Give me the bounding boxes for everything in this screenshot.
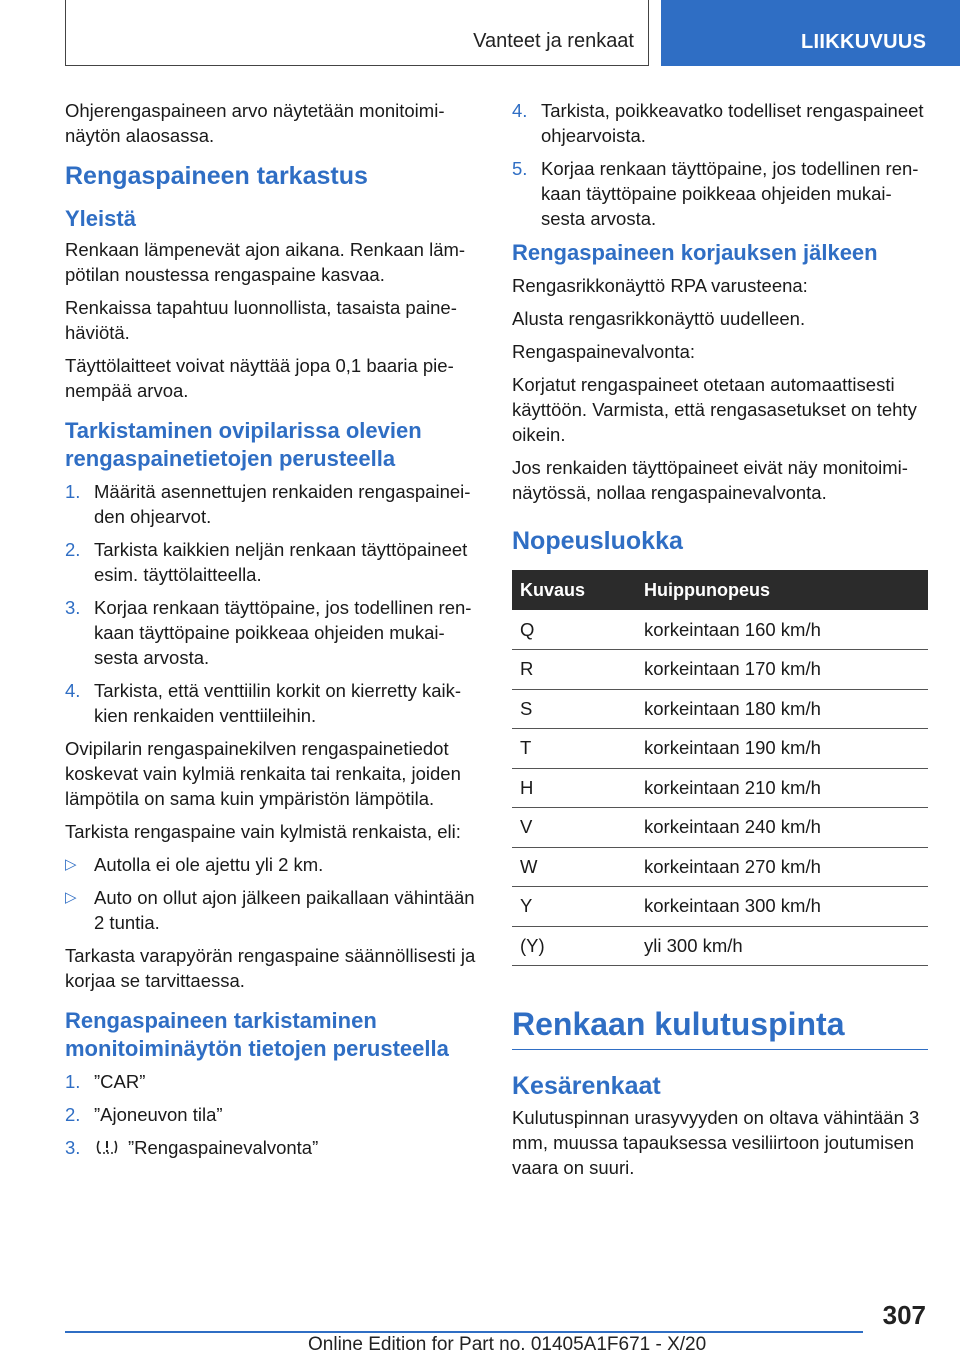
table-cell: korkeintaan 240 km/h	[636, 808, 928, 848]
page-header	[0, 0, 960, 66]
table-cell: korkeintaan 190 km/h	[636, 729, 928, 769]
step-number: 4.	[512, 100, 528, 121]
table-cell: Y	[512, 887, 636, 927]
table-row	[512, 808, 928, 848]
step-number: 3.	[65, 597, 81, 618]
column-header: Huippunopeus	[636, 570, 928, 610]
table-row	[512, 729, 928, 769]
table-cell: korkeintaan 180 km/h	[636, 689, 928, 729]
step-text: Tarkista, poikkeavatko todelliset rengaspaineet ohjearvoista.	[541, 100, 924, 146]
summer-tire-paragraph: Kulutuspinnan urasyvyyden on oltava vähintään 3 mm, muussa tapauksessa vesiliirtoon joutumisen vaara on suuri.	[512, 1107, 920, 1178]
pillar-paragraph: Tarkista rengaspaine vain kylmistä renkaista, eli:	[65, 821, 461, 842]
step-item	[65, 1069, 480, 1094]
step-text: Tarkista kaikkien neljän renkaan täyttöpaineet esim. täyttölaitteella.	[94, 539, 468, 585]
tire-pressure-warning-icon	[94, 1137, 120, 1157]
section-tab[interactable]	[65, 0, 649, 66]
step-number: 4.	[65, 680, 81, 701]
step-number: 1.	[65, 481, 81, 502]
heading-after-correction: Rengaspaineen korjauksen jälkeen	[512, 240, 878, 265]
step-text: Tarkista, että venttiilin korkit on kierretty kaikkien renkaiden venttiileihin.	[94, 680, 462, 726]
step-item	[65, 1102, 480, 1127]
heading-tire-pressure-check: Rengaspaineen tarkastus	[65, 162, 368, 190]
page-number: 307	[882, 1300, 926, 1330]
step-text: Määritä asennettujen renkaiden rengaspaineiden ohjearvot.	[94, 481, 471, 527]
step-number: 1.	[65, 1071, 81, 1092]
chapter-tab[interactable]	[661, 0, 960, 66]
heading-display-check: Rengaspaineen tarkistaminen monitoiminäytön tietojen perusteella	[65, 1008, 449, 1061]
table-cell: korkeintaan 160 km/h	[636, 610, 928, 650]
speed-rating-table	[512, 570, 928, 966]
spare-wheel-paragraph: Tarkasta varapyörän rengaspaine säännöllisesti ja korjaa se tarvittaessa.	[65, 945, 476, 991]
step-item	[65, 537, 480, 587]
table-header-row	[512, 570, 928, 610]
table-cell: Q	[512, 610, 636, 650]
table-row	[512, 689, 928, 729]
pillar-paragraph: Ovipilarin rengaspainekilven rengaspainetiedot koskevat vain kylmiä renkaita tai renkaita, joiden lämpötila on sama kuin ympäristön lämpötila.	[65, 738, 461, 809]
heading-tire-tread: Renkaan kulutuspinta	[512, 1006, 928, 1050]
triangle-bullet-icon: ▷	[65, 889, 77, 906]
after-paragraph: Rengasrikkonäyttö RPA varusteena:	[512, 275, 808, 296]
step-number: 5.	[512, 158, 528, 179]
after-paragraph: Alusta rengasrikkonäyttö uudelleen.	[512, 308, 806, 329]
table-cell: (Y)	[512, 926, 636, 966]
table-cell: S	[512, 689, 636, 729]
table-cell: H	[512, 768, 636, 808]
after-paragraph: Jos renkaiden täyttöpaineet eivät näy monitoiminäytössä, nollaa rengaspainevalvonta.	[512, 457, 908, 503]
cold-tire-list	[65, 852, 480, 935]
intro-paragraph: Ohjerengaspaineen arvo näytetään monitoiminäytön alaosassa.	[65, 100, 445, 146]
step-number: 2.	[65, 1104, 81, 1125]
step-item	[65, 678, 480, 728]
table-cell: korkeintaan 210 km/h	[636, 768, 928, 808]
table-row	[512, 650, 928, 690]
door-pillar-steps	[65, 479, 480, 728]
display-steps-continued	[512, 98, 928, 231]
table-cell: korkeintaan 170 km/h	[636, 650, 928, 690]
table-cell: yli 300 km/h	[636, 926, 928, 966]
table-cell: korkeintaan 300 km/h	[636, 887, 928, 927]
step-item	[65, 595, 480, 670]
general-paragraph: Renkaan lämpenevät ajon aikana. Renkaan lämpötilan noustessa rengaspaine kasvaa.	[65, 239, 466, 285]
general-paragraph: Täyttölaitteet voivat näyttää jopa 0,1 baaria pienempää arvoa.	[65, 355, 454, 401]
step-text: ”Ajoneuvon tila”	[94, 1104, 223, 1125]
step-text: Korjaa renkaan täyttöpaine, jos todellinen renkaan täyttöpaine poikkeaa ohjeiden mukaisesta arvosta.	[541, 158, 919, 229]
heading-general: Yleistä	[65, 206, 136, 231]
step-item	[65, 479, 480, 529]
step-item	[512, 98, 928, 148]
triangle-bullet-icon: ▷	[65, 856, 77, 873]
heading-door-pillar-check: Tarkistaminen ovipilarissa olevien rengaspainetietojen perusteella	[65, 418, 422, 471]
after-paragraph: Korjatut rengaspaineet otetaan automaattisesti käyttöön. Varmista, että rengasasetukset on tehty oikein.	[512, 374, 917, 445]
table-cell: V	[512, 808, 636, 848]
after-paragraph: Rengaspainevalvonta:	[512, 341, 696, 362]
table-row	[512, 768, 928, 808]
edition-footer: Online Edition for Part no. 01405A1F671 - X/20	[308, 1334, 707, 1355]
right-column	[512, 98, 928, 1188]
table-row	[512, 610, 928, 650]
general-paragraph: Renkaissa tapahtuu luonnollista, tasaista painehäviötä.	[65, 297, 457, 343]
step-number: 3.	[65, 1137, 81, 1158]
table-cell: korkeintaan 270 km/h	[636, 847, 928, 887]
list-item-text: Autolla ei ole ajettu yli 2 km.	[94, 854, 324, 875]
left-column	[65, 98, 480, 1168]
list-item	[65, 885, 480, 935]
chapter-title: LIIKKUVUUS	[801, 31, 927, 53]
heading-summer-tires: Kesärenkaat	[512, 1072, 661, 1100]
section-title: Vanteet ja renkaat	[473, 30, 634, 52]
step-text: ”CAR”	[94, 1071, 146, 1092]
step-number: 2.	[65, 539, 81, 560]
table-cell: R	[512, 650, 636, 690]
column-header: Kuvaus	[512, 570, 636, 610]
table-row	[512, 847, 928, 887]
table-cell: W	[512, 847, 636, 887]
list-item-text: Auto on ollut ajon jälkeen paikallaan vähintään 2 tuntia.	[94, 887, 475, 933]
heading-speed-rating: Nopeusluokka	[512, 527, 683, 555]
list-item	[65, 852, 480, 877]
table-row	[512, 926, 928, 966]
display-steps	[65, 1069, 480, 1160]
step-item	[65, 1135, 480, 1160]
step-text: ”Rengaspainevalvonta”	[128, 1137, 319, 1158]
step-item	[512, 156, 928, 231]
table-row	[512, 887, 928, 927]
step-text: Korjaa renkaan täyttöpaine, jos todellinen renkaan täyttöpaine poikkeaa ohjeiden mukaisesta arvosta.	[94, 597, 472, 668]
table-cell: T	[512, 729, 636, 769]
footer-divider	[65, 1331, 863, 1333]
